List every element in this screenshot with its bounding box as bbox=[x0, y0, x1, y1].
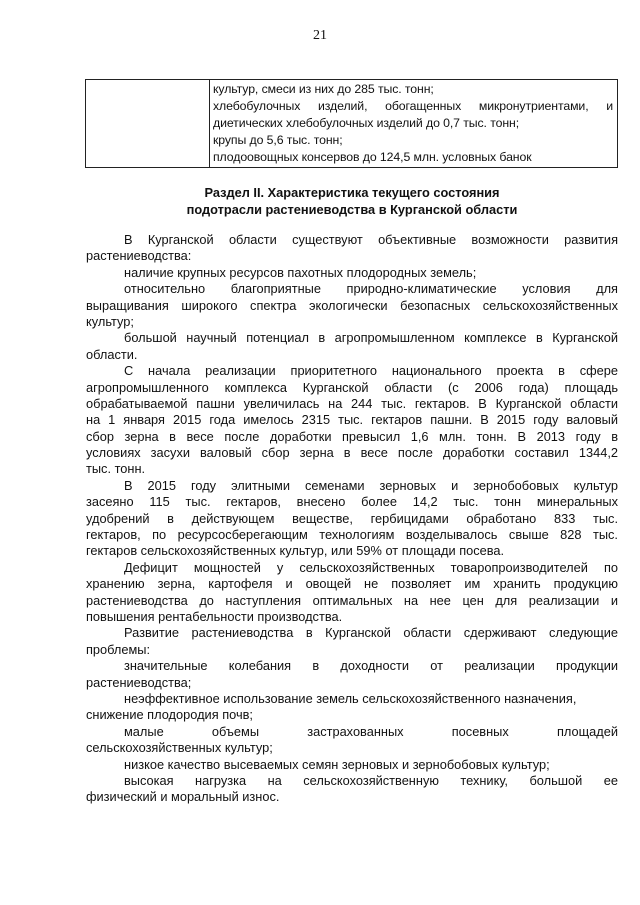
text-line: наличие крупных ресурсов пахотных плодородных земель; bbox=[124, 264, 477, 280]
text-line: физический и моральный износ. bbox=[86, 789, 280, 805]
table-line: крупы до 5,6 тыс. тонн; bbox=[213, 133, 343, 147]
text-line: тыс. тонн. bbox=[86, 461, 146, 477]
text-line: малые объемы застрахованных посевных площадей bbox=[124, 723, 618, 739]
table-line: культур, смеси из них до 285 тыс. тонн; bbox=[213, 82, 434, 96]
text-line: области. bbox=[86, 346, 138, 362]
table-cell-left bbox=[86, 80, 210, 168]
text-line: С начала реализации приоритетного национального проекта в сфере bbox=[124, 363, 618, 379]
section-heading-line: подотрасли растениеводства в Курганской области bbox=[186, 202, 518, 217]
text-line: В Курганской области существуют объективные возможности развития bbox=[124, 232, 618, 247]
text-line: растениеводства: bbox=[86, 248, 192, 264]
text-line: Развитие растениеводства в Курганской области сдерживают следующие bbox=[124, 625, 618, 641]
text-line: выращивания широкого спектра экологически безопасных сельскохозяйственных bbox=[86, 297, 618, 313]
text-line: Дефицит мощностей у сельскохозяйственных товаропроизводителей по bbox=[124, 559, 618, 575]
table-line: диетических хлебобулочных изделий до 0,7 тыс. тонн; bbox=[213, 116, 520, 130]
text-line: на 1 января 2015 года имелось 2315 тыс. гектаров пашни. В 2015 году валовый bbox=[86, 412, 618, 428]
text-line: высокая нагрузка на сельскохозяйственную технику, большой ее bbox=[124, 772, 618, 788]
text-line: засеяно 115 тыс. гектаров, внесено более 14,2 тыс. тонн минеральных bbox=[86, 494, 618, 510]
paragraph bbox=[86, 625, 618, 658]
text-line: значительные колебания в доходности от реализации продукции bbox=[124, 658, 618, 674]
table-line: хлебобулочных изделий, обогащенных микронутриентами, и bbox=[213, 99, 613, 113]
list-item bbox=[86, 691, 618, 724]
list-item bbox=[86, 265, 618, 281]
table-cell-text bbox=[210, 80, 618, 168]
list-item bbox=[86, 773, 618, 806]
table-line: плодоовощных консервов до 124,5 млн. условных банок bbox=[213, 150, 532, 164]
text-line: сельскохозяйственных культур; bbox=[86, 740, 273, 756]
table-row bbox=[86, 80, 618, 168]
text-line: растениеводства; bbox=[86, 674, 192, 690]
text-line: хранению зерна, картофеля и овощей не позволяет им хранить продукцию bbox=[86, 576, 618, 592]
list-item bbox=[86, 330, 618, 363]
text-line: гектаров, по ресурсосберегающим технологиям возделывалось свыше 828 тыс. bbox=[86, 527, 618, 543]
text-line: проблемы: bbox=[86, 641, 151, 657]
text-line: В 2015 году элитными семенами зерновых и зернобобовых культур bbox=[124, 477, 618, 493]
page-number: 21 bbox=[313, 28, 327, 43]
continuation-table bbox=[85, 79, 618, 168]
list-item bbox=[86, 757, 618, 773]
list-item bbox=[86, 724, 618, 757]
text-line: сбор зерна в весе после доработки превысил 1,6 млн. тонн. В 2013 году в bbox=[86, 428, 618, 444]
paragraph bbox=[86, 560, 618, 626]
paragraph bbox=[86, 363, 618, 478]
text-line: обрабатываемой пашни увеличилась на 244 тыс. гектаров. В Курганской области bbox=[86, 395, 618, 411]
paragraph bbox=[86, 478, 618, 560]
text-line: гектаров сельскохозяйственных культур, или 59% от площади посева. bbox=[86, 543, 505, 559]
text-line: низкое качество высеваемых семян зерновых и зернобобовых культур; bbox=[124, 756, 550, 772]
list-item bbox=[86, 658, 618, 691]
text-line: растениеводства до наступления оптимальных на нее цен для реализации и bbox=[86, 592, 618, 608]
section-heading bbox=[86, 184, 618, 218]
text-line: культур; bbox=[86, 313, 134, 329]
text-line: большой научный потенциал в агропромышленном комплексе в Курганской bbox=[124, 330, 618, 346]
text-line: снижение плодородия почв; bbox=[86, 707, 253, 723]
document-body bbox=[86, 232, 618, 806]
text-line: неэффективное использование земель сельскохозяйственного назначения, bbox=[124, 690, 577, 706]
list-item bbox=[86, 281, 618, 330]
text-line: условиях засухи валовый сбор зерна в весе после доработки составил 1344,2 bbox=[86, 445, 618, 461]
text-line: относительно благоприятные природно-климатические условия для bbox=[124, 281, 618, 297]
text-line: удобрений в действующем веществе, гербицидами обработано 833 тыс. bbox=[86, 510, 618, 526]
text-line: агропромышленного комплекса Курганской области (с 2006 года) площадь bbox=[86, 379, 618, 395]
paragraph bbox=[86, 232, 618, 265]
text-line: повышения рентабельности производства. bbox=[86, 608, 343, 624]
section-heading-line: Раздел II. Характеристика текущего состояния bbox=[204, 185, 500, 200]
